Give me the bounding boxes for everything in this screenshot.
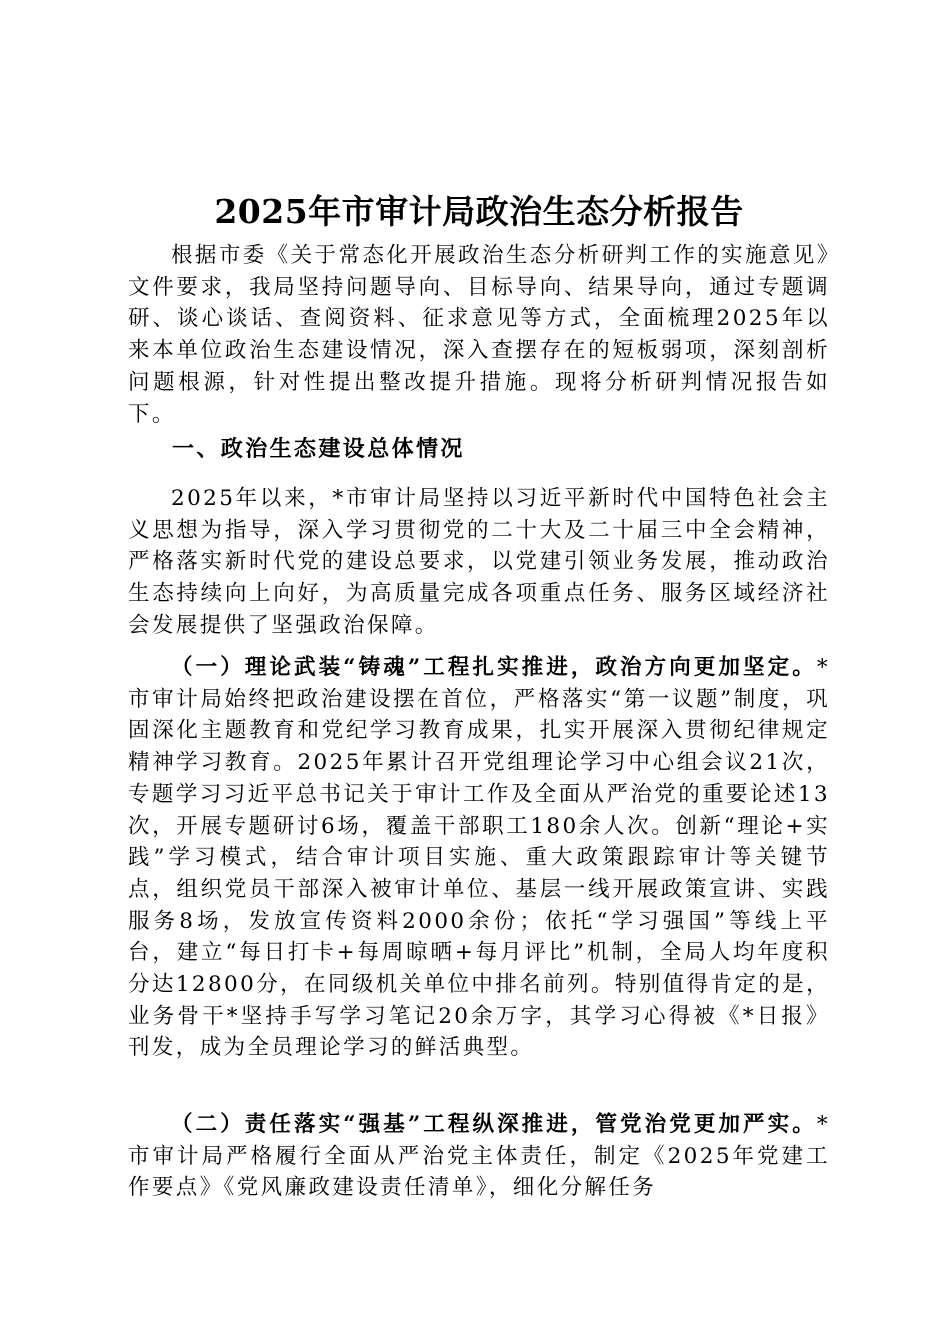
subsection-theory-paragraph (128, 652, 830, 1064)
subsection-theory-text: *市审计局始终把政治建设摆在首位，严格落实“第一议题”制度，巩固深化主题教育和党纪学习教育成果，扎实开展深入贯彻纪律规定精神学习教育。2025年累计召开党组理论学习中心组会议21次，专题学习习近平总书记关于审计工作及全面从严治党的重要论述13次，开展专题研讨6场，覆盖干部职工180余人次。创新“理论+实践”学习模式，结合审计项目实施、重大政策跟踪审计等关键节点，组织党员干部深入被审计单位、基层一线开展政策宣讲、实践服务8场，发放宣传资料2000余份；依托“学习强国”等线上平台，建立“每日打卡+每周晾晒+每月评比”机制，全局人均年度积分达12800分，在同级机关单位中排名前列。特别值得肯定的是，业务骨干*坚持手写学习笔记20余万字，其学习心得被《*日报》刊发，成为全员理论学习的鲜活典型。 (128, 655, 830, 1061)
subsection-responsibility-heading: （二）责任落实“强基”工程纵深推进，管党治党更加严实。 (171, 1112, 817, 1137)
intro-paragraph: 根据市委《关于常态化开展政治生态分析研判工作的实施意见》文件要求，我局坚持问题导向、目标导向、结果导向，通过专题调研、谈心谈话、查阅资料、征求意见等方式，全面梳理2025年以来本单位政治生态建设情况，深入查摆存在的短板弱项，深刻剖析问题根源，针对性提出整改提升措施。现将分析研判情况报告如下。 (128, 243, 830, 427)
overview-paragraph: 2025年以来，*市审计局坚持以习近平新时代中国特色社会主义思想为指导，深入学习贯彻党的二十大及二十届三中全会精神，严格落实新时代党的建设总要求，以党建引领业务发展，推动政治生态持续向上向好，为高质量完成各项重点任务、服务区域经济社会发展提供了坚强政治保障。 (128, 486, 830, 638)
subsection-theory-heading: （一）理论武装“铸魂”工程扎实推进，政治方向更加坚定。 (171, 655, 817, 680)
subsection-responsibility-paragraph (128, 1109, 830, 1204)
subsection-responsibility-text: *市审计局严格履行全面从严治党主体责任，制定《2025年党建工作要点》《党风廉政建设责任清单》，细化分解任务 (128, 1112, 830, 1201)
document-title: 2025年市审计局政治生态分析报告 (214, 192, 744, 232)
section-heading-overview: 一、政治生态建设总体情况 (172, 436, 465, 462)
